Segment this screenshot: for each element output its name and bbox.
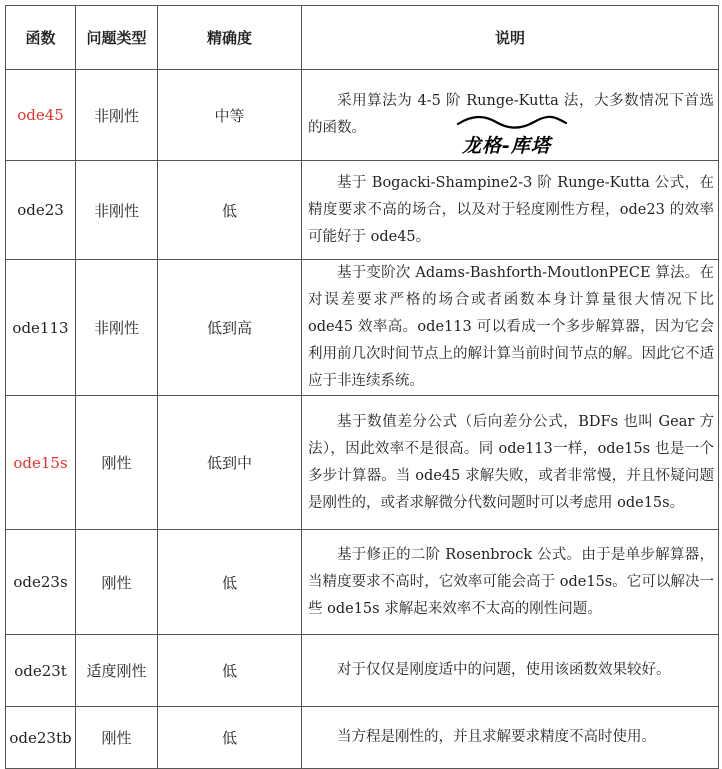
accuracy: 低 xyxy=(158,707,302,769)
function-name: ode23 xyxy=(6,161,76,260)
table-row-ode23tb xyxy=(6,707,719,769)
function-name: ode23t xyxy=(6,635,76,707)
problem-type: 非刚性 xyxy=(76,161,158,260)
problem-type: 刚性 xyxy=(76,396,158,530)
function-name: ode113 xyxy=(6,260,76,396)
accuracy: 低到中 xyxy=(158,396,302,530)
description-text: 当方程是刚性的，并且求解要求精度不高时使用。 xyxy=(337,729,656,745)
handwritten-annotation xyxy=(454,113,574,163)
header-description: 说明 xyxy=(302,6,719,70)
table-header-row xyxy=(6,6,719,70)
table-row-ode23t xyxy=(6,635,719,707)
problem-type: 刚性 xyxy=(76,530,158,635)
ode-solver-table-container xyxy=(5,5,718,769)
table-row-ode15s xyxy=(6,396,719,530)
accuracy: 中等 xyxy=(158,70,302,161)
table-row-ode113 xyxy=(6,260,719,396)
description-cell xyxy=(302,530,719,635)
problem-type: 适度刚性 xyxy=(76,635,158,707)
table-row-ode23 xyxy=(6,161,719,260)
description-text: 基于 Bogacki-Shampine2-3 阶 Runge-Kutta 公式，在精度要求不高的场合，以及对于轻度刚性方程，ode23 的效率可能好于 ode45。 xyxy=(308,174,714,245)
description-text: 基于变阶次 Adams-Bashforth-MoutlonPECE 算法。在对误差要求严格的场合或者函数本身计算量很大情况下比 ode45 效率高。ode113 可以看成一个多步解算器，因为它会利用前几次时间节点上的解计算当前时间节点的解。因此它不适应于非连续系统。 xyxy=(308,265,714,389)
handwritten-underline-icon xyxy=(454,113,574,133)
accuracy: 低到高 xyxy=(158,260,302,396)
description-cell xyxy=(302,161,719,260)
function-name: ode45 xyxy=(6,70,76,161)
function-name: ode23tb xyxy=(6,707,76,769)
description-text: 基于数值差分公式（后向差分公式，BDFs 也叫 Gear 方法），因此效率不是很高。同 ode113一样，ode15s 也是一个多步计算器。当 ode45 求解失败，或者非常慢，并且怀疑问题是刚性的，或者求解微分代数问题时可以考虑用 ode15s。 xyxy=(308,413,714,511)
ode-solver-table xyxy=(5,5,719,769)
problem-type: 刚性 xyxy=(76,707,158,769)
description-cell xyxy=(302,635,719,707)
header-function: 函数 xyxy=(6,6,76,70)
handwritten-note: 龙格-库塔 xyxy=(462,135,551,157)
accuracy: 低 xyxy=(158,635,302,707)
description-text: 采用算法为 4-5 阶 Runge-Kutta 法，大多数情况下首选的函数。 xyxy=(308,93,714,136)
description-text: 对于仅仅是刚度适中的问题，使用该函数效果较好。 xyxy=(337,662,671,678)
description-cell xyxy=(302,707,719,769)
header-problem-type: 问题类型 xyxy=(76,6,158,70)
header-accuracy: 精确度 xyxy=(158,6,302,70)
accuracy: 低 xyxy=(158,161,302,260)
description-text: 基于修正的二阶 Rosenbrock 公式。由于是单步解算器，当精度要求不高时，它效率可能会高于 ode15s。它可以解决一些 ode15s 求解起来效率不太高的刚性问题。 xyxy=(308,546,714,617)
function-name: ode15s xyxy=(6,396,76,530)
table-row-ode23s xyxy=(6,530,719,635)
function-name: ode23s xyxy=(6,530,76,635)
description-cell xyxy=(302,396,719,530)
table-row-ode45 xyxy=(6,70,719,161)
problem-type: 非刚性 xyxy=(76,260,158,396)
problem-type: 非刚性 xyxy=(76,70,158,161)
accuracy: 低 xyxy=(158,530,302,635)
description-cell xyxy=(302,260,719,396)
